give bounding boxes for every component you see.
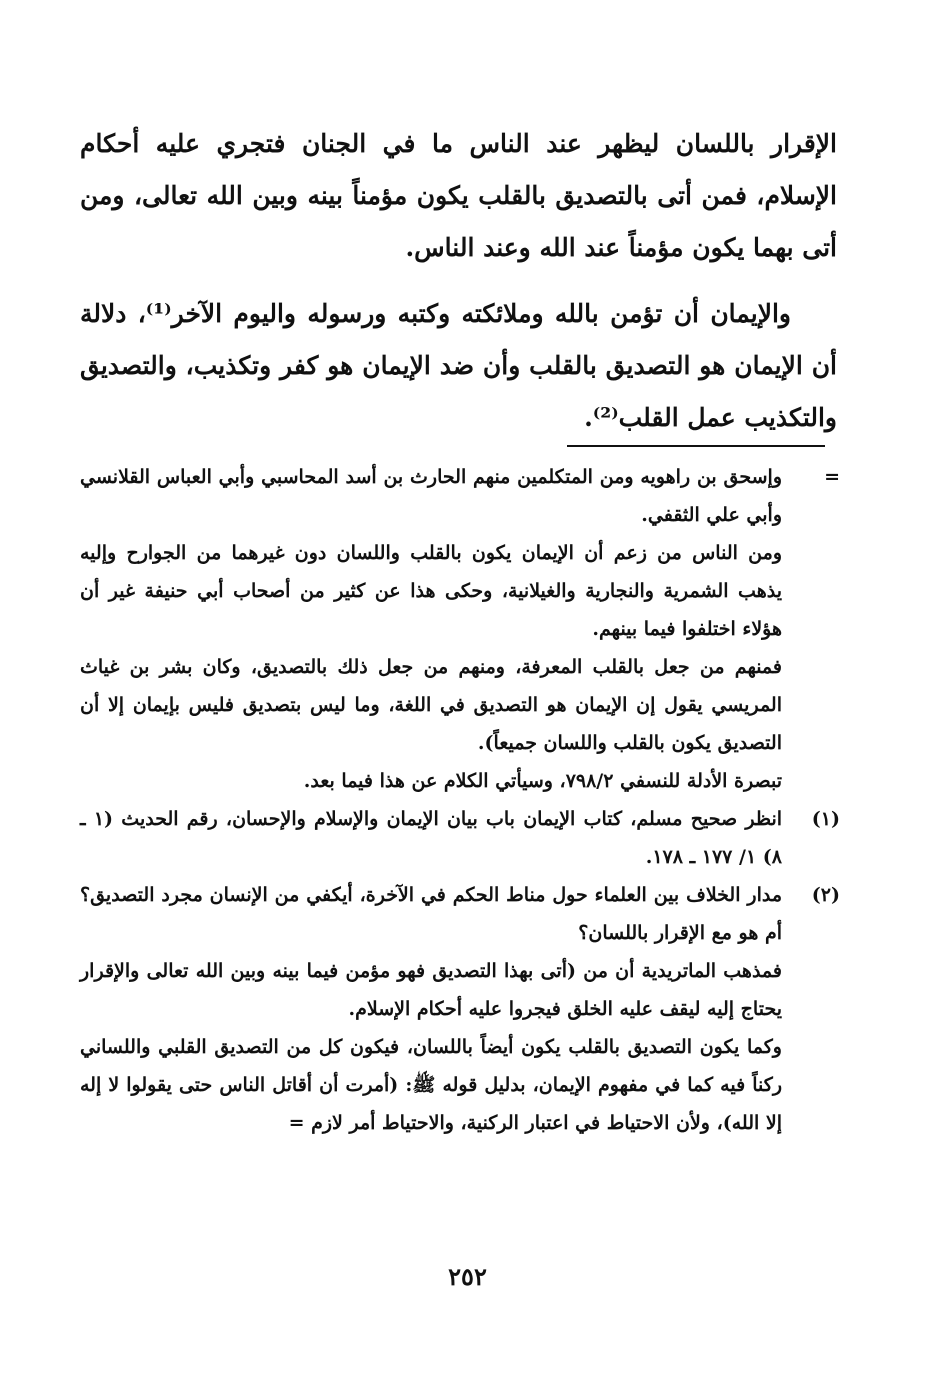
- main-text: [80, 118, 837, 444]
- footnote-continuation-1: [80, 458, 840, 534]
- footnote-2-marker: (٢): [811, 884, 840, 906]
- footnote-separator: [567, 445, 825, 447]
- footnote-1-marker: (١): [811, 808, 840, 830]
- footnote-2-paragraph-3: وكما يكون التصديق بالقلب يكون أيضاً باللسان، فيكون كل من التصديق القلبي واللساني ركناً فيه كما في مفهوم الإيمان، بدليل قوله ﷺ: (أمرت أن أقاتل الناس حتى يقولوا لا إله إلا الله)، ولأن الاحتياط في اعتبار الركنية، والاحتياط أمر لازم =: [80, 1036, 782, 1134]
- continuation-marker: =: [824, 466, 840, 488]
- footnotes: [80, 458, 840, 1142]
- footnote-continuation-2: ومن الناس من زعم أن الإيمان يكون بالقلب واللسان دون غيرهما من الجوارح وإليه يذهب الشمرية والنجارية والغيلانية، وحكى هذا عن كثير من أصحاب أبي حنيفة غير أن هؤلاء اختلفوا فيما بينهم.: [80, 542, 782, 640]
- footnote-2-text-1: مدار الخلاف بين العلماء حول مناط الحكم في الآخرة، أيكفي من الإنسان مجرد التصديق؟ أم هو مع الإقرار باللسان؟: [80, 884, 782, 944]
- footnote-continuation-3: فمنهم من جعل بالقلب المعرفة، ومنهم من جعل ذلك بالتصديق، وكان بشر بن غياث المريسي يقول إن الإيمان هو التصديق في اللغة، وما ليس بتصديق فليس بإيمان إلا أن التصديق يكون بالقلب واللسان جميعاً).: [80, 656, 782, 754]
- footnote-1: [80, 800, 840, 876]
- main-paragraph-2: والإيمان أن تؤمن بالله وملائكته وكتبه ورسوله واليوم الآخر⁽¹⁾، دلالة أن الإيمان هو التصديق بالقلب وأن ضد الإيمان هو كفر وتكذيب، والتصديق والتكذيب عمل القلب⁽²⁾.: [80, 299, 837, 432]
- footnote-continuation-text-1: وإسحق بن راهويه ومن المتكلمين منهم الحارث بن أسد المحاسبي وأبي العباس القلانسي وأبي علي الثقفي.: [80, 466, 782, 526]
- footnote-2-paragraph-2: فمذهب الماتريدية أن من (أتى بهذا التصديق فهو مؤمن فيما بينه وبين الله تعالى والإقرار يحتاج إليه ليقف عليه الخلق فيجروا عليه أحكام الإسلام.: [80, 960, 782, 1020]
- footnote-2: [80, 876, 840, 952]
- page-number: ٢٥٢: [448, 1262, 487, 1291]
- footnote-continuation-4: تبصرة الأدلة للنسفي ٧٩٨/٢، وسيأتي الكلام عن هذا فيما بعد.: [303, 770, 782, 792]
- footnote-1-text: انظر صحيح مسلم، كتاب الإيمان باب بيان الإيمان والإسلام والإحسان، رقم الحديث (١ ـ ٨) ١/ ١٧٧ ـ ١٧٨.: [80, 808, 783, 868]
- main-paragraph-1: الإقرار باللسان ليظهر عند الناس ما في الجنان فتجري عليه أحكام الإسلام، فمن أتى بالتصديق بالقلب يكون مؤمناً بينه وبين الله تعالى، ومن أتى بهما يكون مؤمناً عند الله وعند الناس.: [80, 129, 837, 262]
